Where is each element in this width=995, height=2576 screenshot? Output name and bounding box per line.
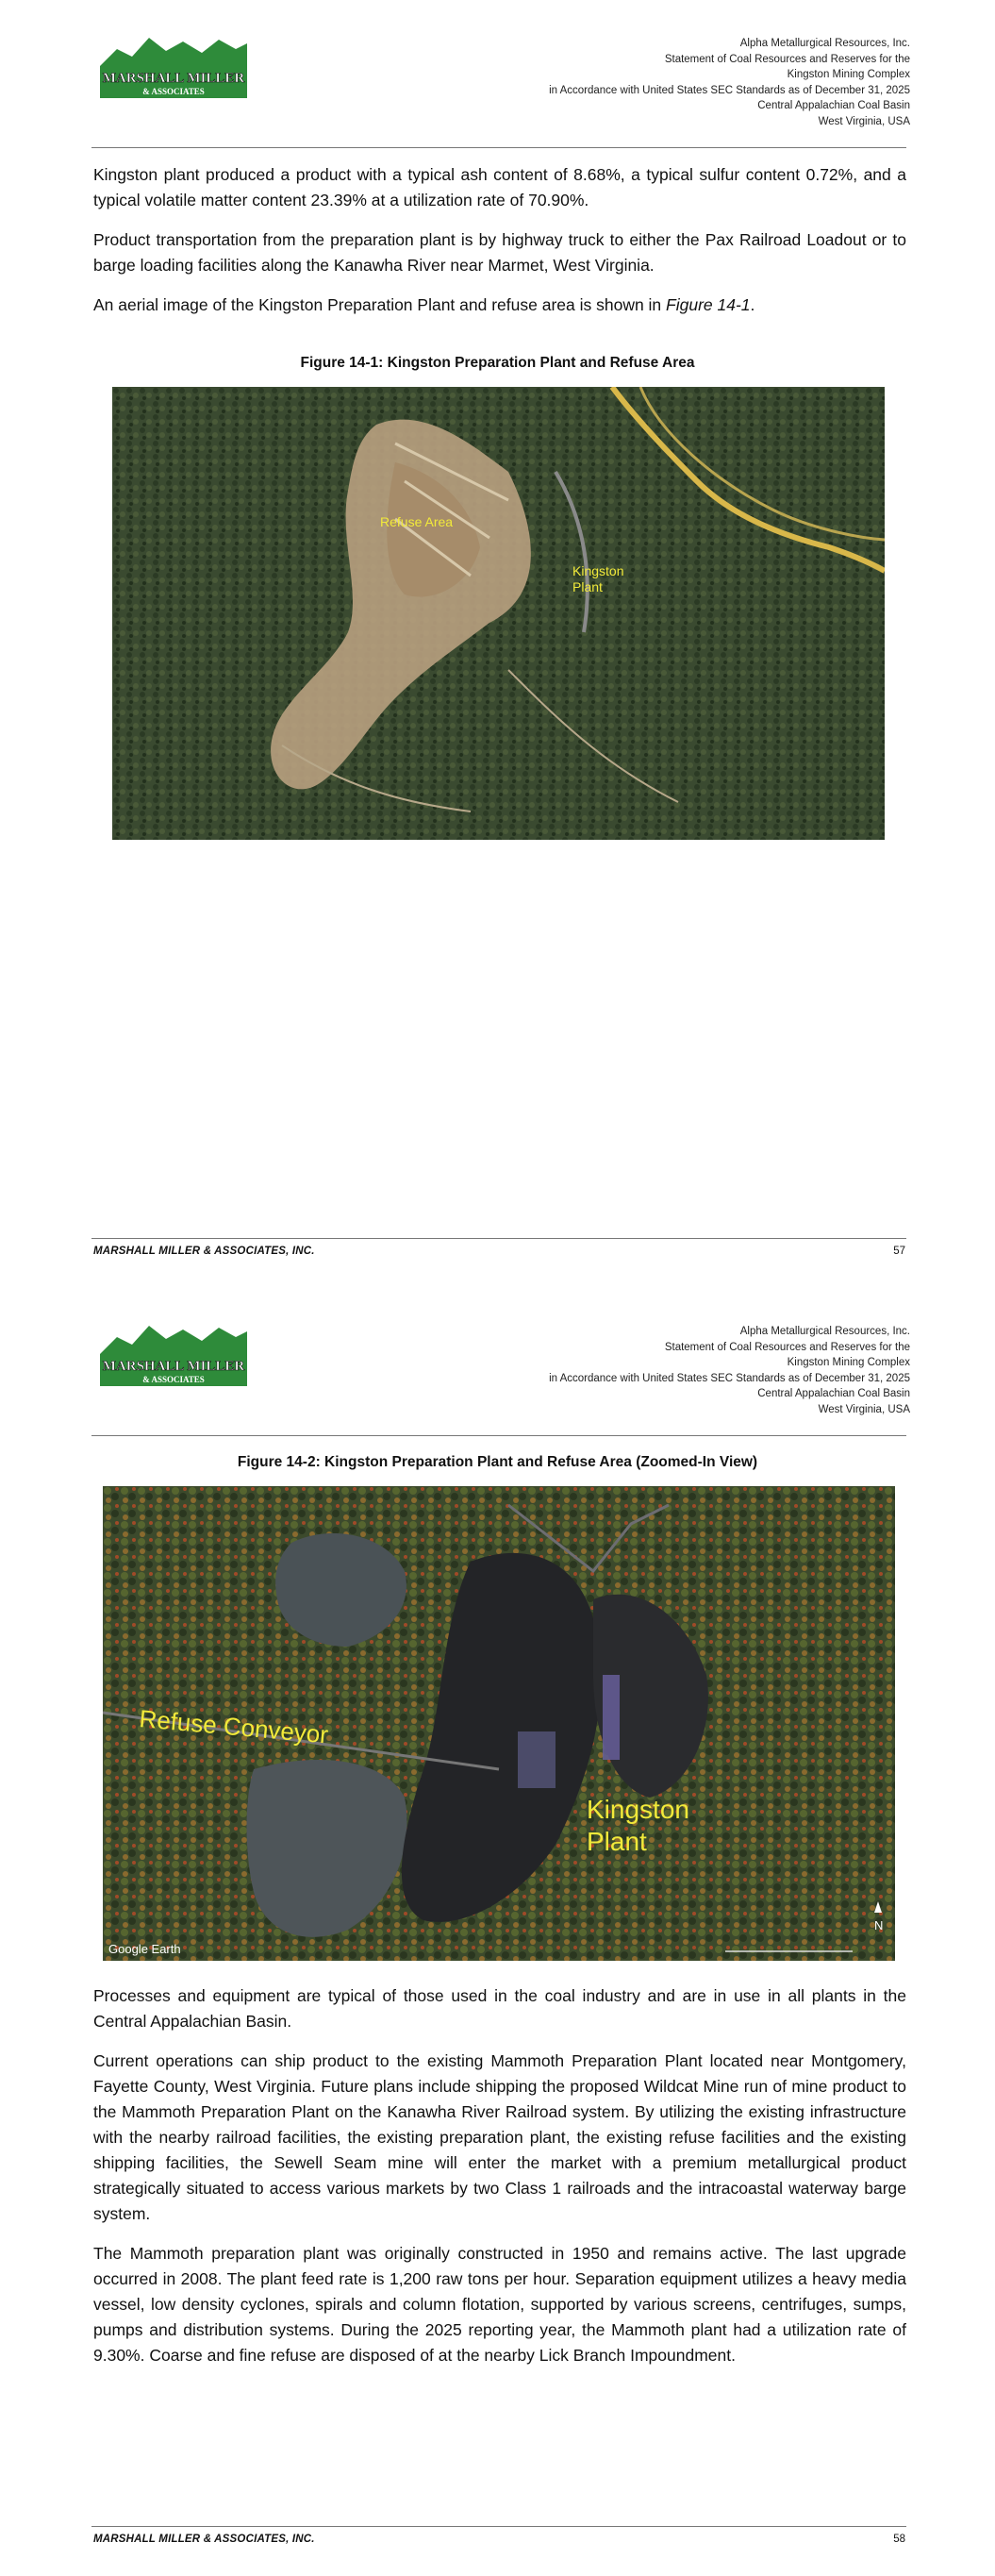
header-line: in Accordance with United States SEC Standards as of December 31, 2025: [549, 1372, 910, 1384]
figure-caption: Figure 14-2: Kingston Preparation Plant and Refuse Area (Zoomed-In View): [237, 1454, 758, 1470]
paragraph: Kingston plant produced a product with a typical ash content of 8.68%, a typical sulfur content 0.72%, and a typical volatile matter content 23.39% at a utilization rate of 70.90%.: [93, 165, 906, 209]
header-line: Central Appalachian Coal Basin: [757, 1388, 910, 1399]
google-earth-watermark: Google Earth: [108, 1942, 181, 1956]
north-label: N: [874, 1918, 884, 1932]
refuse-conveyor-label: Refuse Conveyor: [138, 1704, 330, 1749]
footer-company: MARSHALL MILLER & ASSOCIATES, INC.: [93, 1246, 315, 1257]
header-line: West Virginia, USA: [818, 1403, 910, 1415]
paragraph: [93, 293, 906, 318]
refuse-area-label: Refuse Area: [380, 514, 454, 529]
document-header: [549, 1324, 910, 1417]
figure-caption: Figure 14-1: Kingston Preparation Plant and Refuse Area: [300, 355, 695, 371]
header-line: Kingston Mining Complex: [787, 69, 910, 80]
company-logo: [98, 1316, 249, 1388]
logo-line1: MARSHALL MILLER: [102, 71, 245, 86]
plant-label-line2: Plant: [587, 1827, 647, 1856]
page-number: 58: [893, 2534, 905, 2545]
header-line: Kingston Mining Complex: [787, 1357, 910, 1368]
document-header: [549, 36, 910, 129]
logo-line1: MARSHALL MILLER: [102, 1359, 245, 1374]
plant-label-line2: Plant: [572, 579, 603, 594]
company-logo: [98, 28, 249, 100]
text-run: An aerial image of the Kingston Preparation Plant and refuse area is shown in: [93, 295, 667, 314]
logo-line2: & ASSOCIATES: [142, 1375, 205, 1384]
header-line: Statement of Coal Resources and Reserves for the: [664, 53, 910, 65]
figure-reference: Figure 14-1: [666, 295, 751, 314]
plant-label-line1: Kingston: [572, 563, 624, 578]
zoomed-aerial-image: [103, 1486, 895, 1961]
body-text: [93, 1983, 906, 2383]
aerial-image: [112, 387, 885, 840]
header-line: Alpha Metallurgical Resources, Inc.: [739, 1326, 910, 1337]
footer-rule: [91, 1238, 906, 1239]
header-line: Central Appalachian Coal Basin: [757, 100, 910, 111]
paragraph: Processes and equipment are typical of those used in the coal industry and are in use in all plants in the Central Appalachian Basin.: [93, 1986, 906, 2031]
page-58: [0, 1288, 995, 2576]
header-line: Statement of Coal Resources and Reserves for the: [664, 1341, 910, 1353]
footer-company: MARSHALL MILLER & ASSOCIATES, INC.: [93, 2534, 315, 2545]
paragraph: The Mammoth preparation plant was originally constructed in 1950 and remains active. The last upgrade occurred in 2008. The plant feed rate is 1,200 raw tons per hour. Separation equipment utilizes a heavy media vessel, low density cyclones, spirals and column flotation, supported by various screens, centrifuges, sumps, pumps and distribution systems. During the 2025 reporting year, the Mammoth plant had a utilization rate of 9.30%. Coarse and fine refuse are disposed of at the nearby Lick Branch Impoundment.: [93, 2244, 906, 2365]
plant-label-line1: Kingston: [587, 1795, 689, 1824]
header-line: Alpha Metallurgical Resources, Inc.: [739, 38, 910, 49]
footer-rule: [91, 2526, 906, 2527]
paragraph: Current operations can ship product to the existing Mammoth Preparation Plant located near Montgomery, Fayette County, West Virginia. Future plans include shipping the proposed Wildcat Mine run of mine product to the Mammoth Preparation Plant on the Kanawha River Railroad system. By utilizing the existing infrastructure with the nearby railroad facilities, the existing preparation plant, the existing refuse facilities and the existing shipping facilities, the Sewell Seam mine will enter the market with a premium metallurgical product strategically situated to access various markets by two Class 1 railroads and the intracoastal waterway barge system.: [93, 2051, 906, 2223]
header-line: West Virginia, USA: [818, 115, 910, 127]
text-run: .: [750, 295, 755, 314]
page-number: 57: [893, 1246, 905, 1257]
header-rule: [91, 147, 906, 148]
paragraph: Product transportation from the preparation plant is by highway truck to either the Pax Railroad Loadout or to barge loading facilities along the Kanawha River near Marmet, West Virginia.: [93, 230, 906, 275]
logo-line2: & ASSOCIATES: [142, 87, 205, 96]
body-text: [93, 162, 906, 332]
header-line: in Accordance with United States SEC Standards as of December 31, 2025: [549, 84, 910, 96]
header-rule: [91, 1435, 906, 1436]
